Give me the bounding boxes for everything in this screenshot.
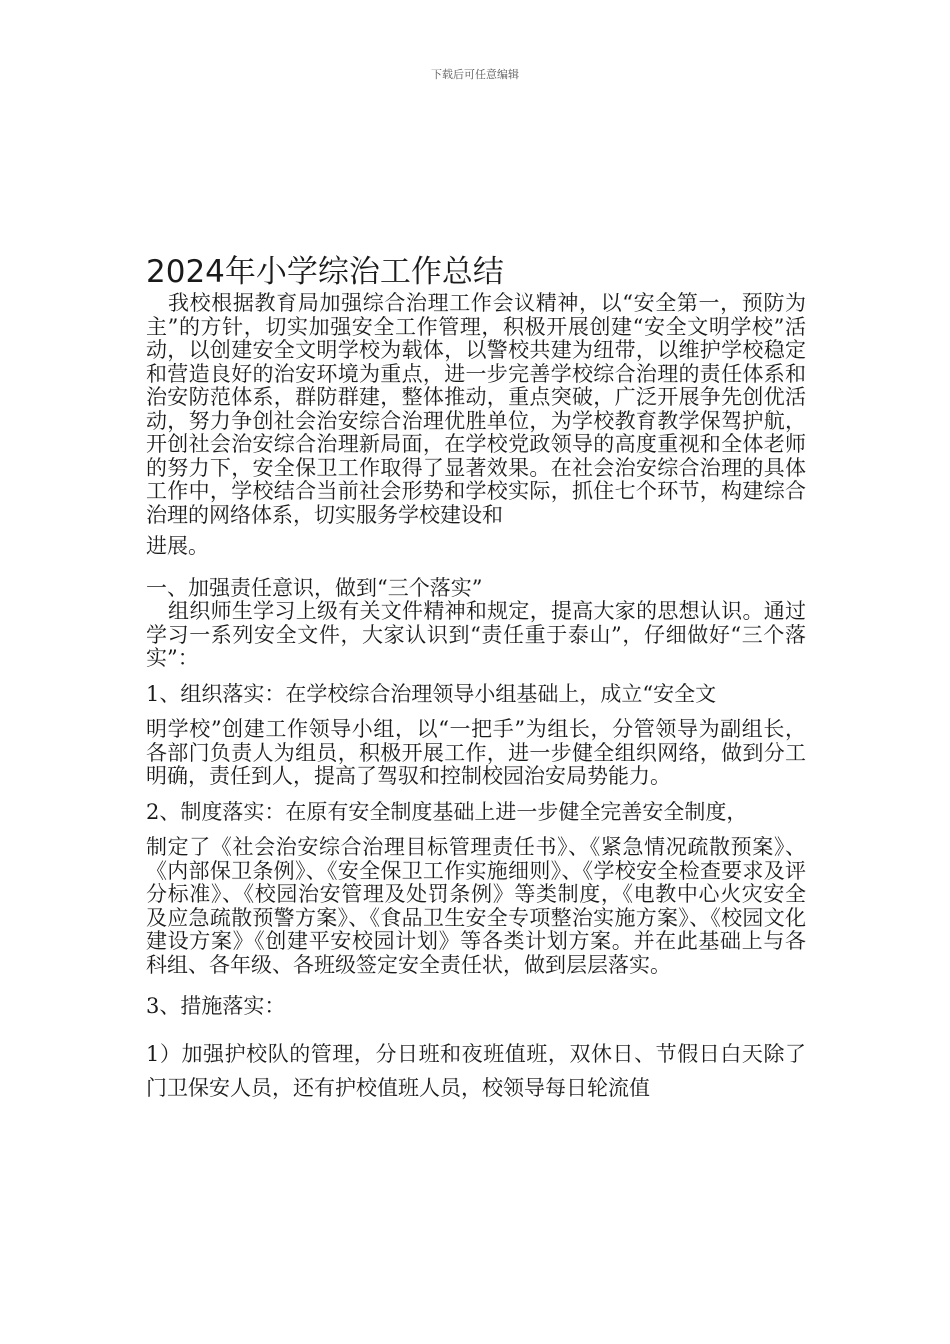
page-title: 2024年小学综治工作总结 [146, 254, 504, 290]
list-item-1-first-line: 1、组织落实：在学校综合治理领导小组基础上，成立“安全文 [146, 681, 717, 706]
list-item-3-sub-1: 1）加强护校队的管理，分日班和夜班值班，双休日、节假日白天除了门卫保安人员，还有护校值班人员，校领导每日轮流值 [146, 1041, 806, 1100]
intro-paragraph-end: 进展。 [146, 534, 209, 558]
list-item-3: 3、措施落实： [146, 994, 286, 1018]
list-item-2-first-line: 2、制度落实：在原有安全制度基础上进一步健全完善安全制度， [146, 799, 748, 824]
section-heading: 一、加强责任意识，做到“三个落实” [146, 575, 483, 600]
document-body [146, 252, 806, 1105]
list-item-2-text: 制定了《社会治安综合治理目标管理责任书》、《紧急情况疏散预案》、《内部保卫条例》、《安全保卫工作实施细则》、《学校安全检查要求及评分标准》、《校园治安管理及处罚条例》等类制度，《电教中心火灾安全及应急疏散预警方案》、《食品卫生安全专项整治实施方案》、《校园文化建设方案》《创建平安校园计划》等各类计划方案。并在此基础上与各科组、各年级、各班级签定安全责任状，做到层层落实。 [146, 835, 806, 977]
list-item-1-text: 明学校”创建工作领导小组，以“一把手”为组长，分管领导为副组长，各部门负责人为组员，积极开展工作，进一步健全组织网络，做到分工明确，责任到人，提高了驾驭和控制校园治安局势能力。 [146, 717, 806, 788]
intro-paragraph: 我校根据教育局加强综合治理工作会议精神，以“安全第一，预防为主”的方针，切实加强安全工作管理，积极开展创建“安全文明学校”活动，以创建安全文明学校为载体，以警校共建为纽带，以维护学校稳定和营造良好的治安环境为重点，进一步完善学校综合治理的责任体系和治安防范体系，群防群建，整体推动，重点突破，广泛开展争先创优活动，努力争创社会治安综合治理优胜单位，为学校教育教学保驾护航，开创社会治安综合治理新局面，在学校党政领导的高度重视和全体老师的努力下，安全保卫工作取得了显著效果。在社会治安综合治理的具体工作中，学校结合当前社会形势和学校实际，抓住七个环节，构建综合治理的网络体系，切实服务学校建设和 [146, 291, 806, 527]
section-paragraph: 组织师生学习上级有关文件精神和规定，提高大家的思想认识。通过学习一系列安全文件，大家认识到“责任重于泰山”，仔细做好“三个落实”： [146, 599, 806, 670]
page-header-note: 下载后可任意编辑 [431, 68, 519, 81]
